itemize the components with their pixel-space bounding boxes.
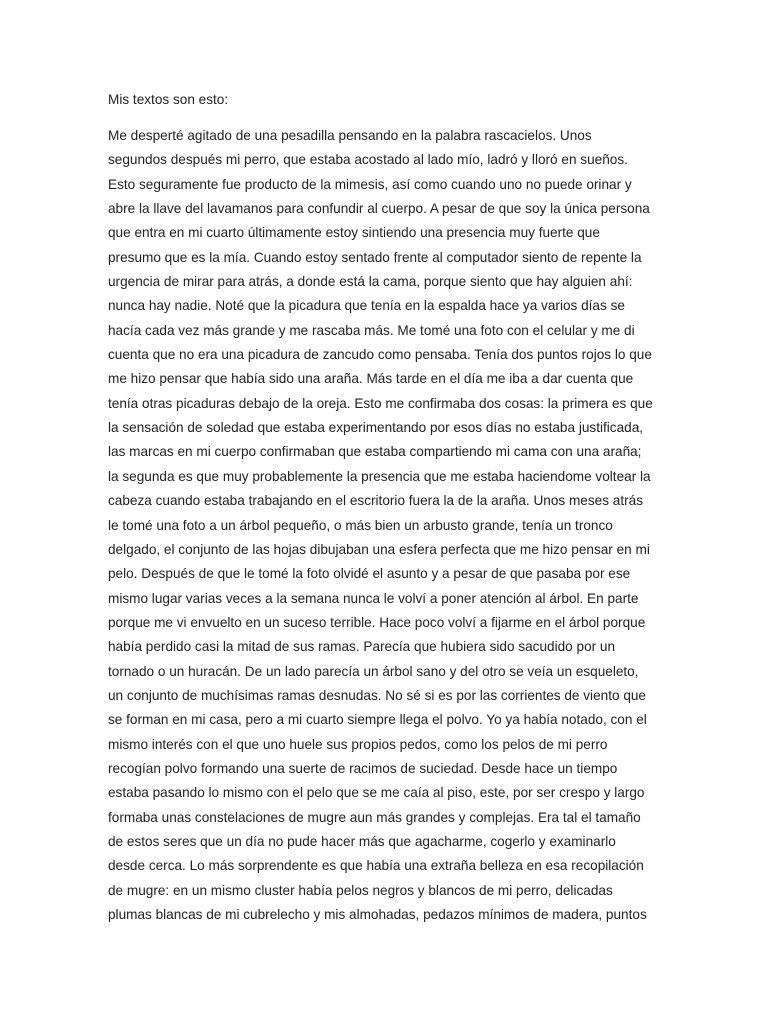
- paragraph-line: la sensación de soledad que estaba experimentando por esos días no estaba justificada,: [108, 420, 644, 436]
- paragraph-line: le tomé una foto a un árbol pequeño, o más bien un arbusto grande, tenía un tronco: [108, 517, 613, 533]
- paragraph-line: mismo lugar varias veces a la semana nunca le volví a poner atención al árbol. En parte: [108, 590, 639, 606]
- paragraph-line: las marcas en mi cuerpo confirmaban que estaba compartiendo mi cama con una araña;: [108, 444, 642, 460]
- paragraph-line: cabeza cuando estaba trabajando en el escritorio fuera la de la araña. Unos meses atrás: [108, 493, 644, 509]
- paragraph-line: hacía cada vez más grande y me rascaba más. Me tomé una foto con el celular y me di: [108, 322, 635, 338]
- paragraph-line: pelo. Después de que le tomé la foto olvidé el asunto y a pesar de que pasaba por ese: [108, 566, 631, 582]
- paragraph-line: me hizo pensar que había sido una araña. Más tarde en el día me iba a dar cuenta que: [108, 371, 634, 387]
- paragraph-line: que entra en mi cuarto últimamente estoy sintiendo una presencia muy fuerte que: [108, 225, 600, 241]
- paragraph-line: había perdido casi la mitad de sus ramas. Parecía que hubiera sido sacudido por un: [108, 639, 616, 655]
- paragraph-line: desde cerca. Lo más sorprendente es que había una extraña belleza en esa recopilación: [108, 858, 644, 874]
- paragraph-line: delgado, el conjunto de las hojas dibujaban una esfera perfecta que me hizo pensar en mi: [108, 541, 650, 557]
- paragraph-line: un conjunto de muchísimas ramas desnudas. No sé si es por las corrientes de viento que: [108, 687, 646, 703]
- paragraph-line: estaba pasando lo mismo con el pelo que se me caía al piso, este, por ser crespo y largo: [108, 785, 645, 801]
- paragraph-line: tornado o un huracán. De un lado parecía un árbol sano y del otro se veía un esqueleto,: [108, 663, 639, 679]
- paragraph-line: Me desperté agitado de una pesadilla pensando en la palabra rascacielos. Unos: [108, 128, 592, 143]
- paragraph-line: presumo que es la mía. Cuando estoy sentado frente al computador siento de repente la: [108, 249, 642, 265]
- paragraph-line: de estos seres que un día no pude hacer más que agacharme, cogerlo y examinarlo: [108, 833, 616, 849]
- paragraph-line: plumas blancas de mi cubrelecho y mis almohadas, pedazos mínimos de madera, puntos: [108, 907, 647, 922]
- paragraph-line: urgencia de mirar para atrás, a donde está la cama, porque siento que hay alguien ahí:: [108, 274, 633, 290]
- paragraph-line: nunca hay nadie. Noté que la picadura que tenía en la espalda hace ya varios días se: [108, 298, 625, 314]
- document-body: [108, 124, 668, 927]
- paragraph-line: cuenta que no era una picadura de zancudo como pensaba. Tenía dos puntos rojos lo que: [108, 347, 652, 363]
- paragraph-line: se forman en mi casa, pero a mi cuarto siempre llega el polvo. Yo ya había notado, con el: [108, 712, 647, 728]
- paragraph-line: abre la llave del lavamanos para confundir al cuerpo. A pesar de que soy la única persona: [108, 201, 650, 217]
- paragraph-line: mismo interés con el que uno huele sus propios pedos, como los pelos de mi perro: [108, 736, 608, 752]
- paragraph-line: Esto seguramente fue producto de la mimesis, así como cuando uno no puede orinar y: [108, 176, 632, 192]
- paragraph-line: porque me vi envuelto en un suceso terrible. Hace poco volví a fijarme en el árbol porque: [108, 614, 646, 630]
- paragraph-line: segundos después mi perro, que estaba acostado al lado mío, ladró y lloró en sueños.: [108, 152, 628, 168]
- paragraph-line: recogían polvo formando una suerte de racimos de suciedad. Desde hace un tiempo: [108, 760, 618, 776]
- paragraph-line: la segunda es que muy probablemente la presencia que me estaba haciendome voltear la: [108, 468, 651, 484]
- paragraph-line: formaba unas constelaciones de mugre aun más grandes y complejas. Era tal el tamaño: [108, 809, 641, 825]
- paragraph-line: tenía otras picaduras debajo de la oreja. Esto me confirmaba dos cosas: la primera es que: [108, 395, 653, 411]
- paragraph-line: de mugre: en un mismo cluster había pelos negros y blancos de mi perro, delicadas: [108, 882, 613, 898]
- document-heading: Mis textos son esto:: [108, 92, 229, 107]
